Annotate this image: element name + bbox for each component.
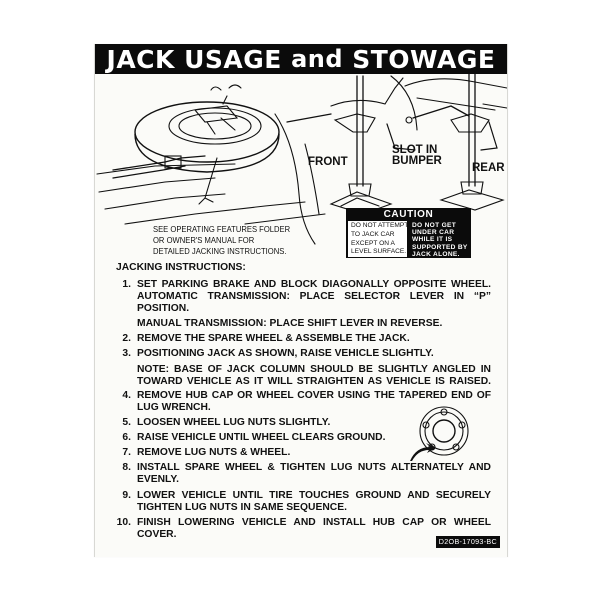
see-operating-features-note	[153, 224, 290, 257]
label-slot-in: SLOT IN	[392, 144, 438, 156]
caution-heading: CAUTION	[383, 209, 434, 220]
step-text: LOWER VEHICLE UNTIL TIRE TOUCHES GROUND AND SECURELY	[137, 490, 491, 501]
step-number: 4.	[122, 390, 131, 401]
step-text: EVENLY.	[137, 474, 179, 485]
step-text: TOWARD VEHICLE AS IT WILL STRAIGHTEN AS VEHICLE IS RAISED.	[137, 376, 491, 387]
caution-text: UNDER CAR	[412, 229, 455, 237]
caution-text: TO JACK CAR	[351, 230, 395, 238]
caution-text: LEVEL SURFACE.	[351, 248, 407, 256]
step-number: 5.	[122, 417, 131, 428]
spare-tire-icon	[135, 85, 279, 172]
step-text: COVER.	[137, 529, 177, 540]
note-line: OR OWNER'S MANUAL FOR	[153, 235, 255, 245]
step-text: POSITION.	[137, 303, 190, 314]
step-text: FINISH LOWERING VEHICLE AND INSTALL HUB CAP OR WHEEL	[137, 517, 491, 528]
step-number: 7.	[122, 447, 131, 458]
step-number: 10.	[116, 517, 131, 528]
step-text: MANUAL TRANSMISSION: PLACE SHIFT LEVER IN REVERSE.	[137, 318, 443, 329]
caution-text: DO NOT GET	[412, 222, 457, 229]
step-number: 2.	[122, 333, 131, 344]
lug-nut-pattern-icon	[408, 403, 472, 463]
step-text: POSITIONING JACK AS SHOWN, RAISE VEHICLE SLIGHTLY.	[137, 348, 434, 359]
step-text: LUG WRENCH.	[137, 402, 211, 413]
caution-text: DO NOT ATTEMPT	[351, 222, 409, 229]
caution-text: JACK ALONE.	[412, 250, 460, 258]
label-bumper: BUMPER	[392, 155, 442, 167]
step-text: RAISE VEHICLE UNTIL WHEEL CLEARS GROUND.	[137, 432, 386, 443]
step-number: 9.	[122, 490, 131, 501]
label-rear: REAR	[472, 162, 505, 174]
step-text: REMOVE THE SPARE WHEEL & ASSEMBLE THE JACK.	[137, 333, 410, 344]
caution-left-panel	[348, 221, 407, 257]
title-part-1: JACK USAGE	[106, 44, 282, 74]
step-number: 3.	[122, 348, 131, 359]
title-part-2: STOWAGE	[352, 44, 496, 74]
instructions-heading: JACKING INSTRUCTIONS:	[116, 262, 246, 273]
title-bar	[95, 44, 507, 74]
step-number: 1.	[122, 279, 131, 290]
label-front: FRONT	[308, 156, 348, 168]
jack-usage-label	[94, 44, 508, 557]
note-line: DETAILED JACKING INSTRUCTIONS.	[153, 246, 287, 256]
note-line: SEE OPERATING FEATURES FOLDER	[153, 224, 291, 234]
part-number-badge: D2OB-17093-BC	[436, 536, 500, 548]
step-text: INSTALL SPARE WHEEL & TIGHTEN LUG NUTS ALTERNATELY AND	[137, 462, 491, 473]
caution-text: EXCEPT ON A	[351, 239, 395, 247]
caution-right-panel	[411, 221, 471, 257]
step-text: REMOVE HUB CAP OR WHEEL COVER USING THE TAPERED END OF	[137, 390, 491, 401]
caution-text: WHILE IT IS	[412, 236, 453, 244]
step-text: LOOSEN WHEEL LUG NUTS SLIGHTLY.	[137, 417, 331, 428]
caution-text: SUPPORTED BY	[412, 243, 468, 251]
step-text: NOTE: BASE OF JACK COLUMN SHOULD BE SLIGHTLY ANGLED IN	[137, 364, 491, 375]
step-text: AUTOMATIC TRANSMISSION: PLACE SELECTOR LEVER IN “P”	[137, 291, 491, 302]
step-text: SET PARKING BRAKE AND BLOCK DIAGONALLY OPPOSITE WHEEL.	[137, 279, 491, 290]
title-part-and: and	[291, 45, 344, 73]
caution-box	[346, 208, 471, 258]
step-text: TIGHTEN LUG NUTS IN SAME SEQUENCE.	[137, 502, 347, 513]
jack-rear-icon	[405, 74, 507, 210]
step-number: 8.	[122, 462, 131, 473]
step-text: REMOVE LUG NUTS & WHEEL.	[137, 447, 291, 458]
step-number: 6.	[122, 432, 131, 443]
